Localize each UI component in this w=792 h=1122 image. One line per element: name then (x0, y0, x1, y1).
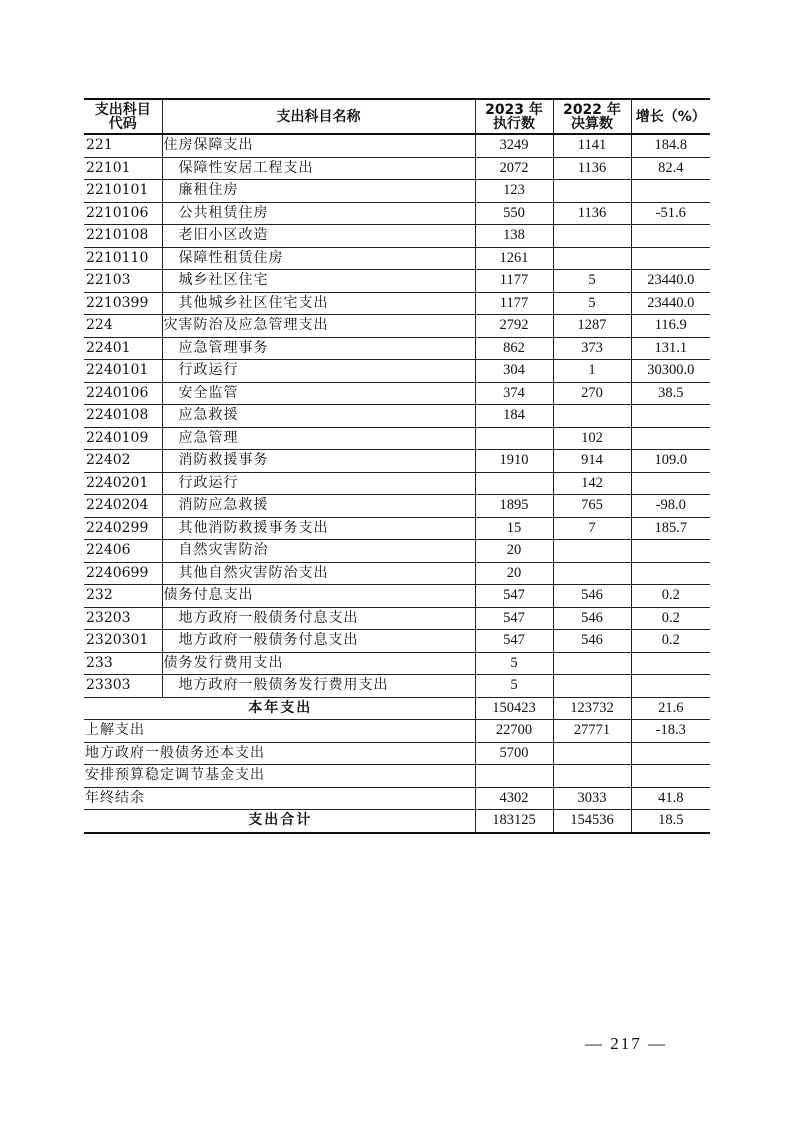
row-value-2023: 20 (475, 562, 553, 585)
row-growth: 41.8 (631, 787, 710, 810)
row-growth (631, 742, 710, 765)
row-growth (631, 675, 710, 698)
row-value-2022: 1136 (553, 202, 631, 225)
row-value-2023: 1910 (475, 450, 553, 473)
row-code: 22401 (84, 337, 162, 360)
header-2023: 2023 年 执行数 (475, 99, 553, 134)
row-value-2022 (553, 405, 631, 428)
table-row (84, 495, 710, 518)
row-growth: 0.2 (631, 585, 710, 608)
row-value-2022: 154536 (553, 810, 631, 833)
table-row (84, 157, 710, 180)
table-row (84, 607, 710, 630)
row-code: 2240204 (84, 495, 162, 518)
row-code: 2240299 (84, 517, 162, 540)
row-name: 保障性安居工程支出 (162, 157, 475, 180)
row-growth: 184.8 (631, 134, 710, 157)
total-row (84, 697, 710, 720)
row-growth: 23440.0 (631, 270, 710, 293)
row-code: 2210110 (84, 247, 162, 270)
row-value-2023: 20 (475, 540, 553, 563)
row-code: 2240699 (84, 562, 162, 585)
row-growth: 38.5 (631, 382, 710, 405)
row-growth: 0.2 (631, 630, 710, 653)
summary-label: 地方政府一般债务还本支出 (84, 742, 475, 765)
row-growth (631, 540, 710, 563)
row-value-2023: 2792 (475, 315, 553, 338)
row-value-2023: 1177 (475, 292, 553, 315)
row-growth: 18.5 (631, 810, 710, 833)
row-value-2022: 914 (553, 450, 631, 473)
row-value-2022: 5 (553, 292, 631, 315)
row-growth: -18.3 (631, 720, 710, 743)
row-growth (631, 247, 710, 270)
row-value-2023: 150423 (475, 697, 553, 720)
row-growth (631, 562, 710, 585)
row-value-2022 (553, 540, 631, 563)
table-row (84, 427, 710, 450)
table-row (84, 247, 710, 270)
row-value-2023: 22700 (475, 720, 553, 743)
row-growth: 131.1 (631, 337, 710, 360)
row-value-2022: 546 (553, 585, 631, 608)
row-value-2023: 547 (475, 607, 553, 630)
row-value-2023 (475, 765, 553, 788)
row-code: 232 (84, 585, 162, 608)
summary-label: 上解支出 (84, 720, 475, 743)
row-name: 其他城乡社区住宅支出 (162, 292, 475, 315)
row-code: 224 (84, 315, 162, 338)
row-value-2022 (553, 675, 631, 698)
summary-row (84, 765, 710, 788)
row-code: 2210399 (84, 292, 162, 315)
row-value-2023: 183125 (475, 810, 553, 833)
row-growth (631, 427, 710, 450)
row-value-2023: 1895 (475, 495, 553, 518)
row-name: 债务付息支出 (162, 585, 475, 608)
table-row (84, 382, 710, 405)
row-value-2022: 123732 (553, 697, 631, 720)
row-name: 行政运行 (162, 472, 475, 495)
row-code: 2240201 (84, 472, 162, 495)
row-value-2023: 5700 (475, 742, 553, 765)
row-value-2023: 374 (475, 382, 553, 405)
row-value-2022: 546 (553, 607, 631, 630)
row-name: 债务发行费用支出 (162, 652, 475, 675)
row-growth (631, 405, 710, 428)
row-growth (631, 765, 710, 788)
row-name: 地方政府一般债务付息支出 (162, 607, 475, 630)
row-value-2023: 547 (475, 585, 553, 608)
table-row (84, 472, 710, 495)
row-code: 22402 (84, 450, 162, 473)
row-value-2023: 138 (475, 225, 553, 248)
row-growth (631, 180, 710, 203)
row-value-2022: 1287 (553, 315, 631, 338)
row-name: 地方政府一般债务付息支出 (162, 630, 475, 653)
table-row (84, 652, 710, 675)
table-row (84, 315, 710, 338)
row-growth: 21.6 (631, 697, 710, 720)
row-name: 老旧小区改造 (162, 225, 475, 248)
row-value-2023: 184 (475, 405, 553, 428)
row-code: 23203 (84, 607, 162, 630)
table-body (84, 134, 710, 833)
row-value-2022: 7 (553, 517, 631, 540)
row-value-2022 (553, 225, 631, 248)
row-value-2022: 765 (553, 495, 631, 518)
row-code: 233 (84, 652, 162, 675)
row-value-2023: 5 (475, 675, 553, 698)
row-growth: 0.2 (631, 607, 710, 630)
total-label: 本年支出 (84, 697, 475, 720)
row-growth: -98.0 (631, 495, 710, 518)
header-code: 支出科目 代码 (84, 99, 162, 134)
row-value-2022: 1141 (553, 134, 631, 157)
summary-label: 安排预算稳定调节基金支出 (84, 765, 475, 788)
row-value-2022: 546 (553, 630, 631, 653)
table-row (84, 517, 710, 540)
row-growth: 23440.0 (631, 292, 710, 315)
row-code: 23303 (84, 675, 162, 698)
summary-label: 年终结余 (84, 787, 475, 810)
row-value-2022 (553, 247, 631, 270)
row-value-2023: 304 (475, 360, 553, 383)
row-code: 22406 (84, 540, 162, 563)
row-name: 其他消防救援事务支出 (162, 517, 475, 540)
row-growth: 116.9 (631, 315, 710, 338)
row-value-2022: 1 (553, 360, 631, 383)
row-value-2023: 1261 (475, 247, 553, 270)
table-row (84, 630, 710, 653)
row-value-2022 (553, 180, 631, 203)
row-value-2023 (475, 427, 553, 450)
row-name: 保障性租赁住房 (162, 247, 475, 270)
row-code: 2240106 (84, 382, 162, 405)
row-value-2022 (553, 765, 631, 788)
row-value-2023: 15 (475, 517, 553, 540)
row-growth (631, 472, 710, 495)
table-row (84, 360, 710, 383)
row-growth: -51.6 (631, 202, 710, 225)
table-row (84, 405, 710, 428)
row-name: 廉租住房 (162, 180, 475, 203)
header-name: 支出科目名称 (162, 99, 475, 134)
header-growth: 增长（%） (631, 99, 710, 134)
table-row (84, 270, 710, 293)
row-name: 应急救援 (162, 405, 475, 428)
row-name: 灾害防治及应急管理支出 (162, 315, 475, 338)
row-value-2022: 27771 (553, 720, 631, 743)
row-value-2022: 142 (553, 472, 631, 495)
table-row (84, 675, 710, 698)
row-name: 应急管理事务 (162, 337, 475, 360)
summary-row (84, 787, 710, 810)
row-code: 22101 (84, 157, 162, 180)
table-row (84, 585, 710, 608)
row-value-2023: 1177 (475, 270, 553, 293)
row-value-2022: 102 (553, 427, 631, 450)
row-name: 安全监管 (162, 382, 475, 405)
row-value-2022: 5 (553, 270, 631, 293)
row-name: 自然灾害防治 (162, 540, 475, 563)
row-code: 2320301 (84, 630, 162, 653)
row-code: 2240101 (84, 360, 162, 383)
row-value-2022: 373 (553, 337, 631, 360)
row-name: 行政运行 (162, 360, 475, 383)
table-row (84, 225, 710, 248)
summary-row (84, 720, 710, 743)
row-value-2023: 3249 (475, 134, 553, 157)
row-code: 2210106 (84, 202, 162, 225)
row-value-2023: 2072 (475, 157, 553, 180)
table-row (84, 450, 710, 473)
row-value-2022 (553, 742, 631, 765)
row-name: 住房保障支出 (162, 134, 475, 157)
row-name: 其他自然灾害防治支出 (162, 562, 475, 585)
table-row (84, 134, 710, 157)
row-code: 2240108 (84, 405, 162, 428)
row-name: 公共租赁住房 (162, 202, 475, 225)
row-growth: 82.4 (631, 157, 710, 180)
table-row (84, 337, 710, 360)
table-row (84, 180, 710, 203)
row-code: 2210108 (84, 225, 162, 248)
expenditure-table (84, 98, 710, 834)
row-code: 22103 (84, 270, 162, 293)
row-value-2023 (475, 472, 553, 495)
row-code: 221 (84, 134, 162, 157)
row-name: 地方政府一般债务发行费用支出 (162, 675, 475, 698)
row-value-2023: 123 (475, 180, 553, 203)
total-label: 支出合计 (84, 810, 475, 833)
row-value-2023: 550 (475, 202, 553, 225)
row-value-2022: 1136 (553, 157, 631, 180)
row-value-2022: 3033 (553, 787, 631, 810)
row-value-2022 (553, 562, 631, 585)
row-value-2023: 5 (475, 652, 553, 675)
row-growth: 30300.0 (631, 360, 710, 383)
row-code: 2210101 (84, 180, 162, 203)
row-name: 消防应急救援 (162, 495, 475, 518)
summary-row (84, 742, 710, 765)
header-2022: 2022 年 决算数 (553, 99, 631, 134)
row-value-2023: 862 (475, 337, 553, 360)
row-growth: 185.7 (631, 517, 710, 540)
table-header (84, 99, 710, 134)
row-name: 消防救援事务 (162, 450, 475, 473)
row-value-2022: 270 (553, 382, 631, 405)
row-growth: 109.0 (631, 450, 710, 473)
row-value-2023: 4302 (475, 787, 553, 810)
row-growth (631, 225, 710, 248)
table-row (84, 202, 710, 225)
row-code: 2240109 (84, 427, 162, 450)
table-row (84, 562, 710, 585)
table-row (84, 540, 710, 563)
table-row (84, 292, 710, 315)
row-name: 城乡社区住宅 (162, 270, 475, 293)
total-row (84, 810, 710, 833)
row-value-2023: 547 (475, 630, 553, 653)
row-value-2022 (553, 652, 631, 675)
row-name: 应急管理 (162, 427, 475, 450)
row-growth (631, 652, 710, 675)
page-number: — 217 — (585, 1034, 667, 1053)
